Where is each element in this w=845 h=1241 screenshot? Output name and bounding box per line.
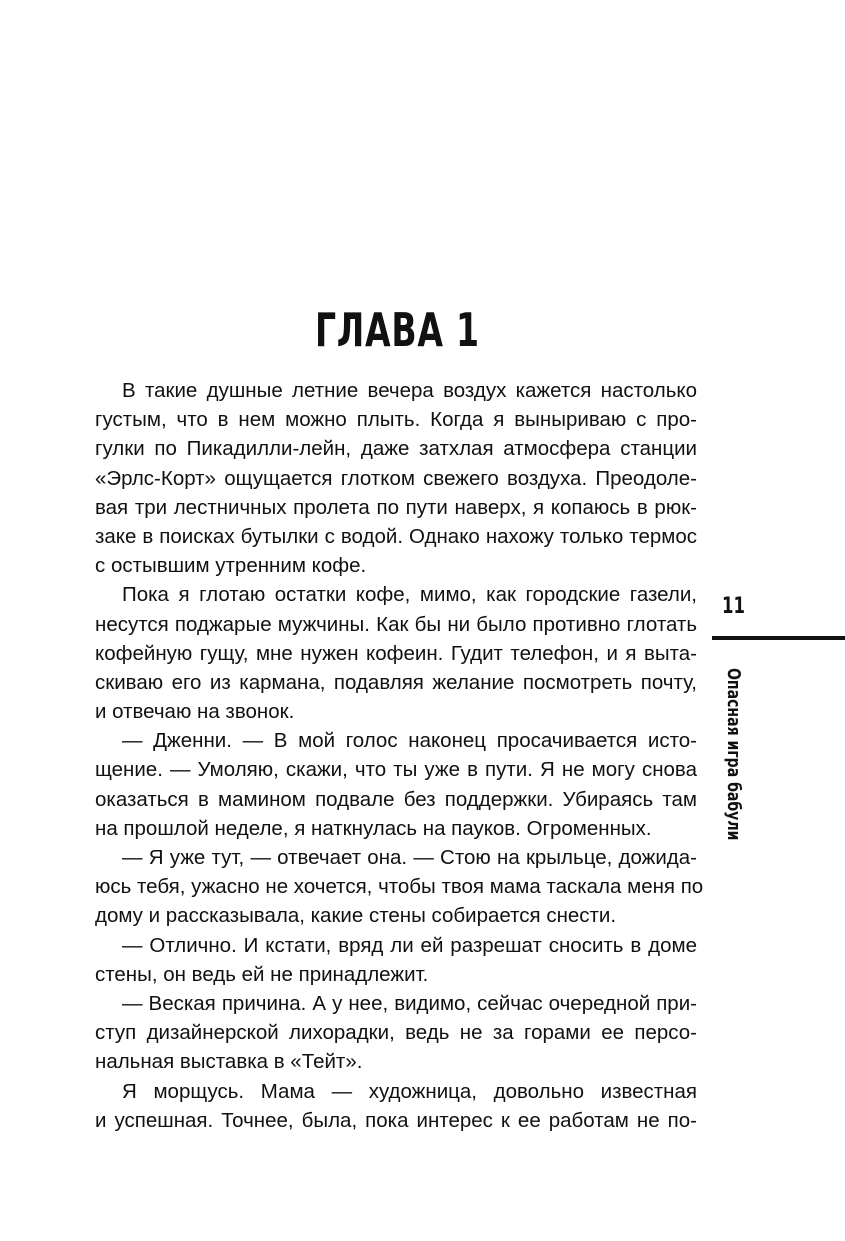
text-line: щение. — Умоляю, скажи, что ты уже в пути. Я не могу снова (95, 758, 697, 782)
text-line: на прошлой неделе, я наткнулась на пауков. Огроменных. (95, 816, 652, 840)
text-line: вая три лестничных пролета по пути наверх, я копаюсь в рюк- (95, 495, 697, 519)
text-line: юсь тебя, ужасно не хочется, чтобы твоя мама таскала меня по (95, 875, 704, 899)
paragraph (95, 580, 697, 726)
paragraph (95, 843, 704, 931)
text-line: и отвечаю на звонок. (95, 700, 295, 724)
text-line: — Дженни. — В мой голос наконец просачивается исто- (122, 729, 697, 753)
text-line: В такие душные летние вечера воздух кажется настолько (122, 379, 697, 402)
paragraph (95, 989, 697, 1077)
text-line: с остывшим утренним кофе. (95, 554, 367, 578)
paragraph (95, 931, 697, 989)
text-line: стены, он ведь ей не принадлежит. (95, 962, 429, 986)
page-number: 11 (722, 594, 745, 619)
chapter-title: ГЛАВА 1 (314, 303, 480, 357)
text-line: гулки по Пикадилли-лейн, даже затхлая атмосфера станции (95, 437, 697, 461)
margin-divider (712, 636, 845, 640)
text-line: и успешная. Точнее, была, пока интерес к ее работам не по- (95, 1108, 697, 1132)
text-line: «Эрлс-Корт» ощущается глотком свежего воздуха. Преодоле- (95, 466, 697, 490)
text-line: ступ дизайнерской лихорадки, ведь не за горами ее персо- (95, 1021, 697, 1045)
body-text (95, 376, 704, 1135)
paragraph (95, 376, 697, 580)
text-line: несутся поджарые мужчины. Как бы ни было противно глотать (95, 612, 697, 636)
text-line: нальная выставка в «Тейт». (95, 1050, 363, 1074)
running-title-text: Опасная игра бабули (723, 668, 744, 841)
text-line: — Отлично. И кстати, вряд ли ей разрешат сносить в доме (122, 933, 697, 957)
paragraph (95, 726, 697, 843)
text-line: — Веская причина. А у нее, видимо, сейчас очередной при- (122, 991, 697, 1015)
text-line: оказаться в мамином подвале без поддержки. Убираясь там (95, 787, 697, 811)
text-line: Пока я глотаю остатки кофе, мимо, как городские газели, (122, 583, 697, 607)
text-line: дому и рассказывала, какие стены собирается снести. (95, 904, 617, 928)
paragraph (95, 1077, 697, 1135)
text-line: густым, что в нем можно плыть. Когда я выныриваю с про- (95, 408, 697, 432)
running-title (722, 668, 752, 841)
text-line: кофейную гущу, мне нужен кофеин. Гудит телефон, и я выта- (95, 641, 697, 665)
text-line: заке в поисках бутылки с водой. Однако нахожу только термос (95, 524, 697, 548)
text-line: скиваю его из кармана, подавляя желание посмотреть почту, (95, 670, 697, 694)
text-line: Я морщусь. Мама — художница, довольно известная (122, 1079, 697, 1103)
text-line: — Я уже тут, — отвечает она. — Стою на крыльце, дожида- (122, 846, 697, 869)
